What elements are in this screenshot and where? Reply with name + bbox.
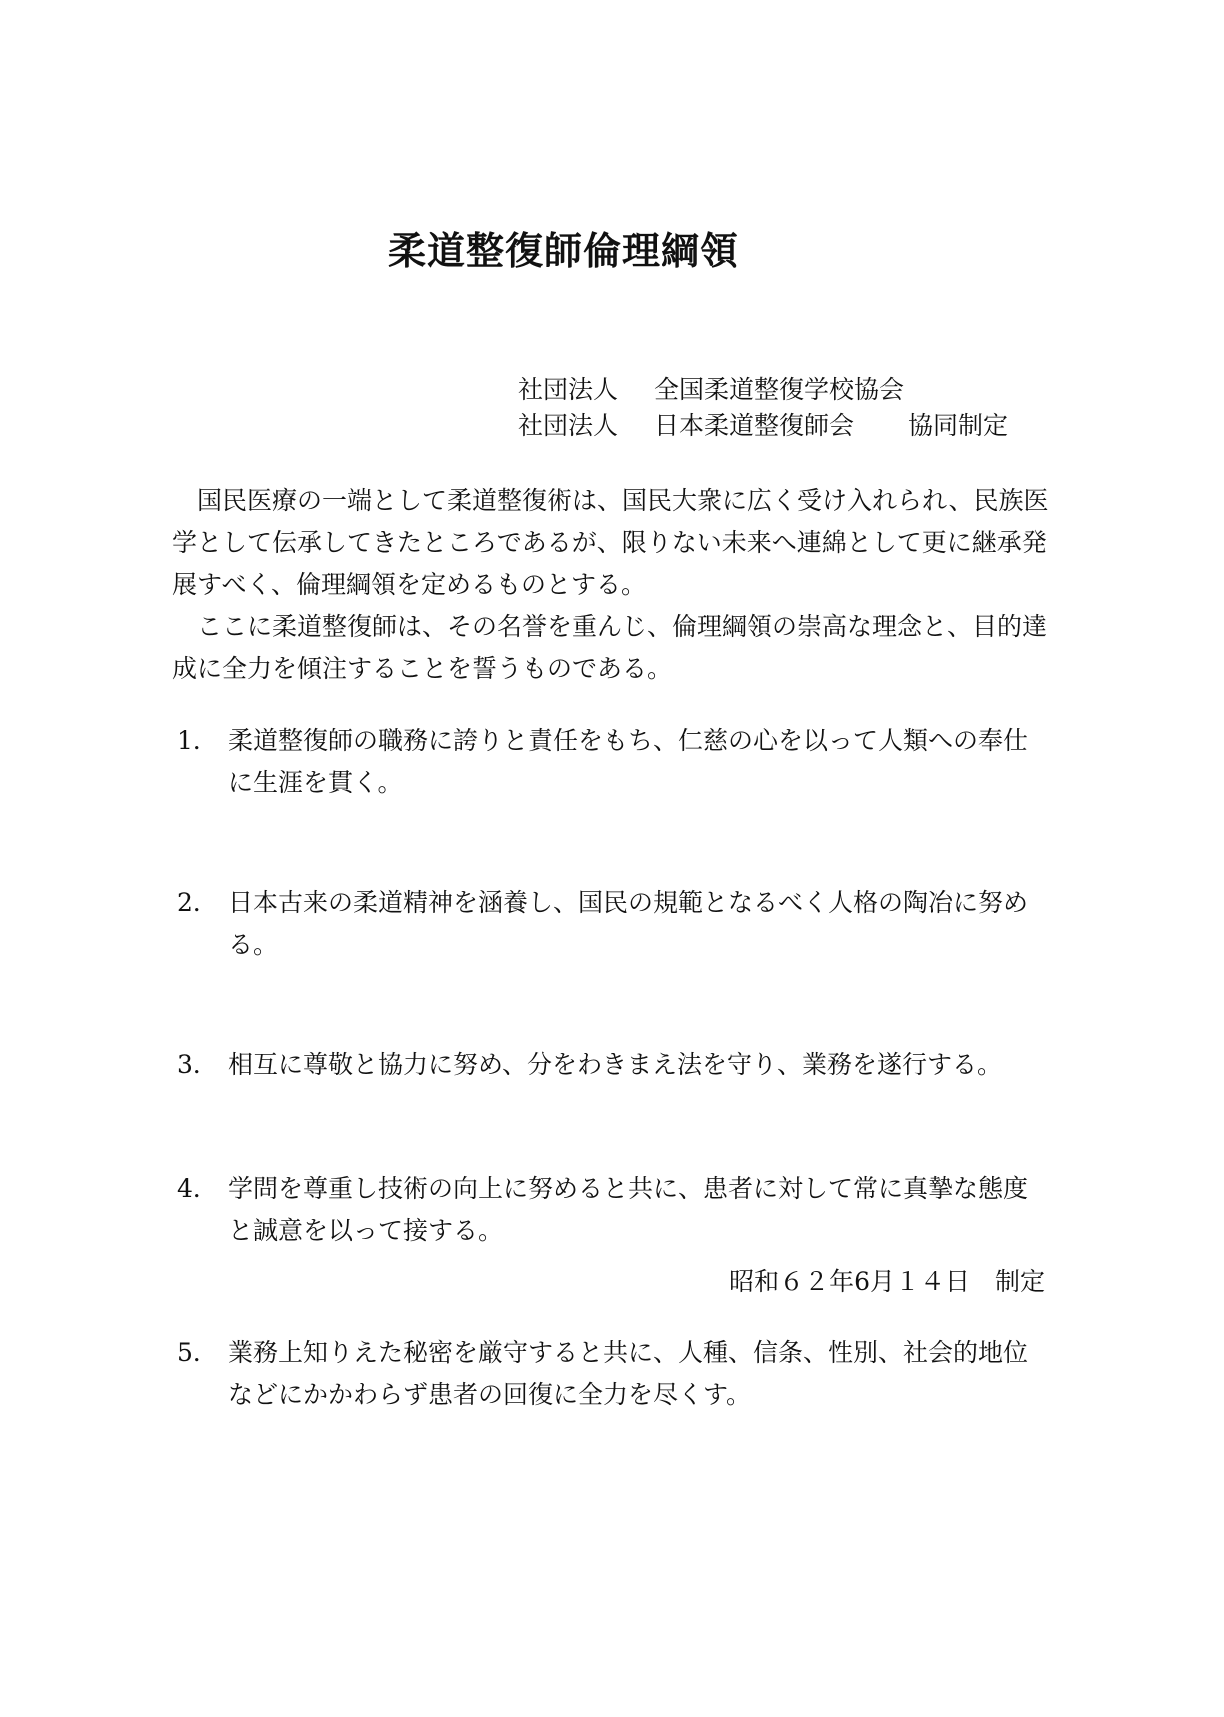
article-text: 柔道整復師の職務に誇りと責任をもち、仁慈の心を以って人類への奉仕に生涯を貫く。 <box>228 726 1029 797</box>
article-item <box>172 1168 1052 1252</box>
preamble-paragraph: ここに柔道整復師は、その名誉を重んじ、倫理綱領の崇高な理念と、目的達成に全力を傾注することを誓うものである。 <box>172 612 1048 683</box>
enactment-date: 昭和６２年6月１４日 制定 <box>729 1267 1045 1296</box>
article-number: 4． <box>177 1174 218 1203</box>
organization-name: 全国柔道整復学校協会 <box>654 375 905 404</box>
article-item <box>172 1044 1052 1086</box>
organization-type: 社団法人 <box>518 375 619 404</box>
article-text: 日本古来の柔道精神を涵養し、国民の規範となるべく人格の陶冶に努める。 <box>228 888 1029 959</box>
article-item <box>172 720 1052 804</box>
document-title: 柔道整復師倫理綱領 <box>388 229 740 273</box>
organization-name: 日本柔道整復師会 <box>654 411 855 440</box>
article-number: 2． <box>177 888 218 917</box>
preamble-paragraph: 国民医療の一端として柔道整復術は、国民大衆に広く受け入れられ、民族医学として伝承してきたところであるが、限りない未来へ連綿として更に継承発展すべく、倫理綱領を定めるものとする。 <box>172 486 1049 599</box>
article-item <box>172 882 1052 966</box>
organization-note: 協同制定 <box>908 411 1009 440</box>
article-number: 5． <box>177 1338 218 1367</box>
organization-type: 社団法人 <box>518 411 619 440</box>
article-text: 学問を尊重し技術の向上に努めると共に、患者に対して常に真摯な態度と誠意を以って接する。 <box>228 1174 1029 1245</box>
organization-line <box>518 408 1008 444</box>
article-number: 1． <box>177 726 218 755</box>
article-text: 相互に尊敬と協力に努め、分をわきまえ法を守り、業務を遂行する。 <box>228 1050 1003 1079</box>
organization-line <box>518 372 1008 408</box>
organizations-block <box>518 372 1008 444</box>
article-item <box>172 1332 1052 1416</box>
article-number: 3． <box>177 1050 218 1079</box>
preamble <box>172 480 1052 690</box>
article-text: 業務上知りえた秘密を厳守すると共に、人種、信条、性別、社会的地位などにかかわらず患者の回復に全力を尽くす。 <box>228 1338 1029 1409</box>
